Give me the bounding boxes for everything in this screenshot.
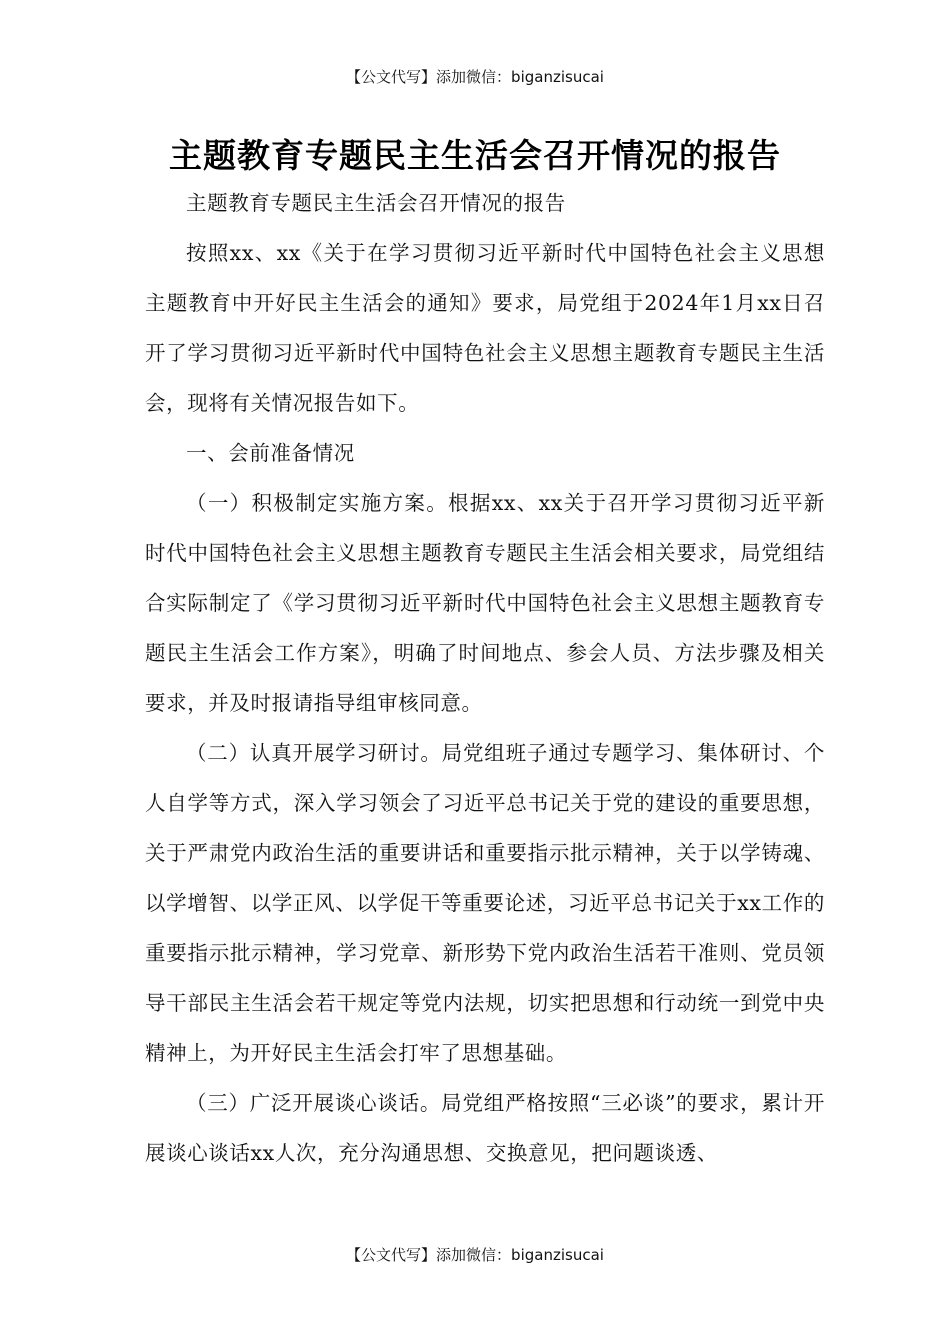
paragraph-item-1: （一）积极制定实施方案。根据xx、xx关于召开学习贯彻习近平新时代中国特色社会主义思想主题教育专题民主生活会相关要求，局党组结合实际制定了《学习贯彻习近平新时代中国特色社会主义思想主题教育专题民主生活会工作方案》，明确了时间地点、参会人员、方法步骤及相关要求，并及时报请指导组审核同意。 (145, 491, 825, 715)
paragraph-item-2: （二）认真开展学习研讨。局党组班子通过专题学习、集体研讨、个人自学等方式，深入学习领会了习近平总书记关于党的建设的重要思想，关于严肃党内政治生活的重要讲话和重要指示批示精神，关于以学铸魂、以学增智、以学正风、以学促干等重要论述，习近平总书记关于xx工作的重要指示批示精神，学习党章、新形势下党内政治生活若干准则、党员领导干部民主生活会若干规定等党内法规，切实把思想和行动统一到党中央精神上，为开好民主生活会打牢了思想基础。 (145, 741, 825, 1065)
footer-watermark-note: 【公文代写】添加微信：biganzisucai (346, 1246, 604, 1264)
paragraph-subtitle: 主题教育专题民主生活会召开情况的报告 (186, 191, 566, 215)
paragraph-item-3: （三）广泛开展谈心谈话。局党组严格按照“三必谈”的要求，累计开展谈心谈话xx人次，充分沟通思想、交换意见，把问题谈透、 (145, 1091, 825, 1165)
section-heading-1: 一、会前准备情况 (186, 441, 355, 465)
header-watermark-note: 【公文代写】添加微信：biganzisucai (346, 68, 604, 86)
document-title: 主题教育专题民主生活会召开情况的报告 (169, 136, 781, 175)
paragraph-intro: 按照xx、xx《关于在学习贯彻习近平新时代中国特色社会主义思想主题教育中开好民主生活会的通知》要求，局党组于2024年1月xx日召开了学习贯彻习近平新时代中国特色社会主义思想主题教育专题民主生活会，现将有关情况报告如下。 (145, 241, 825, 415)
document-body (145, 178, 825, 1178)
